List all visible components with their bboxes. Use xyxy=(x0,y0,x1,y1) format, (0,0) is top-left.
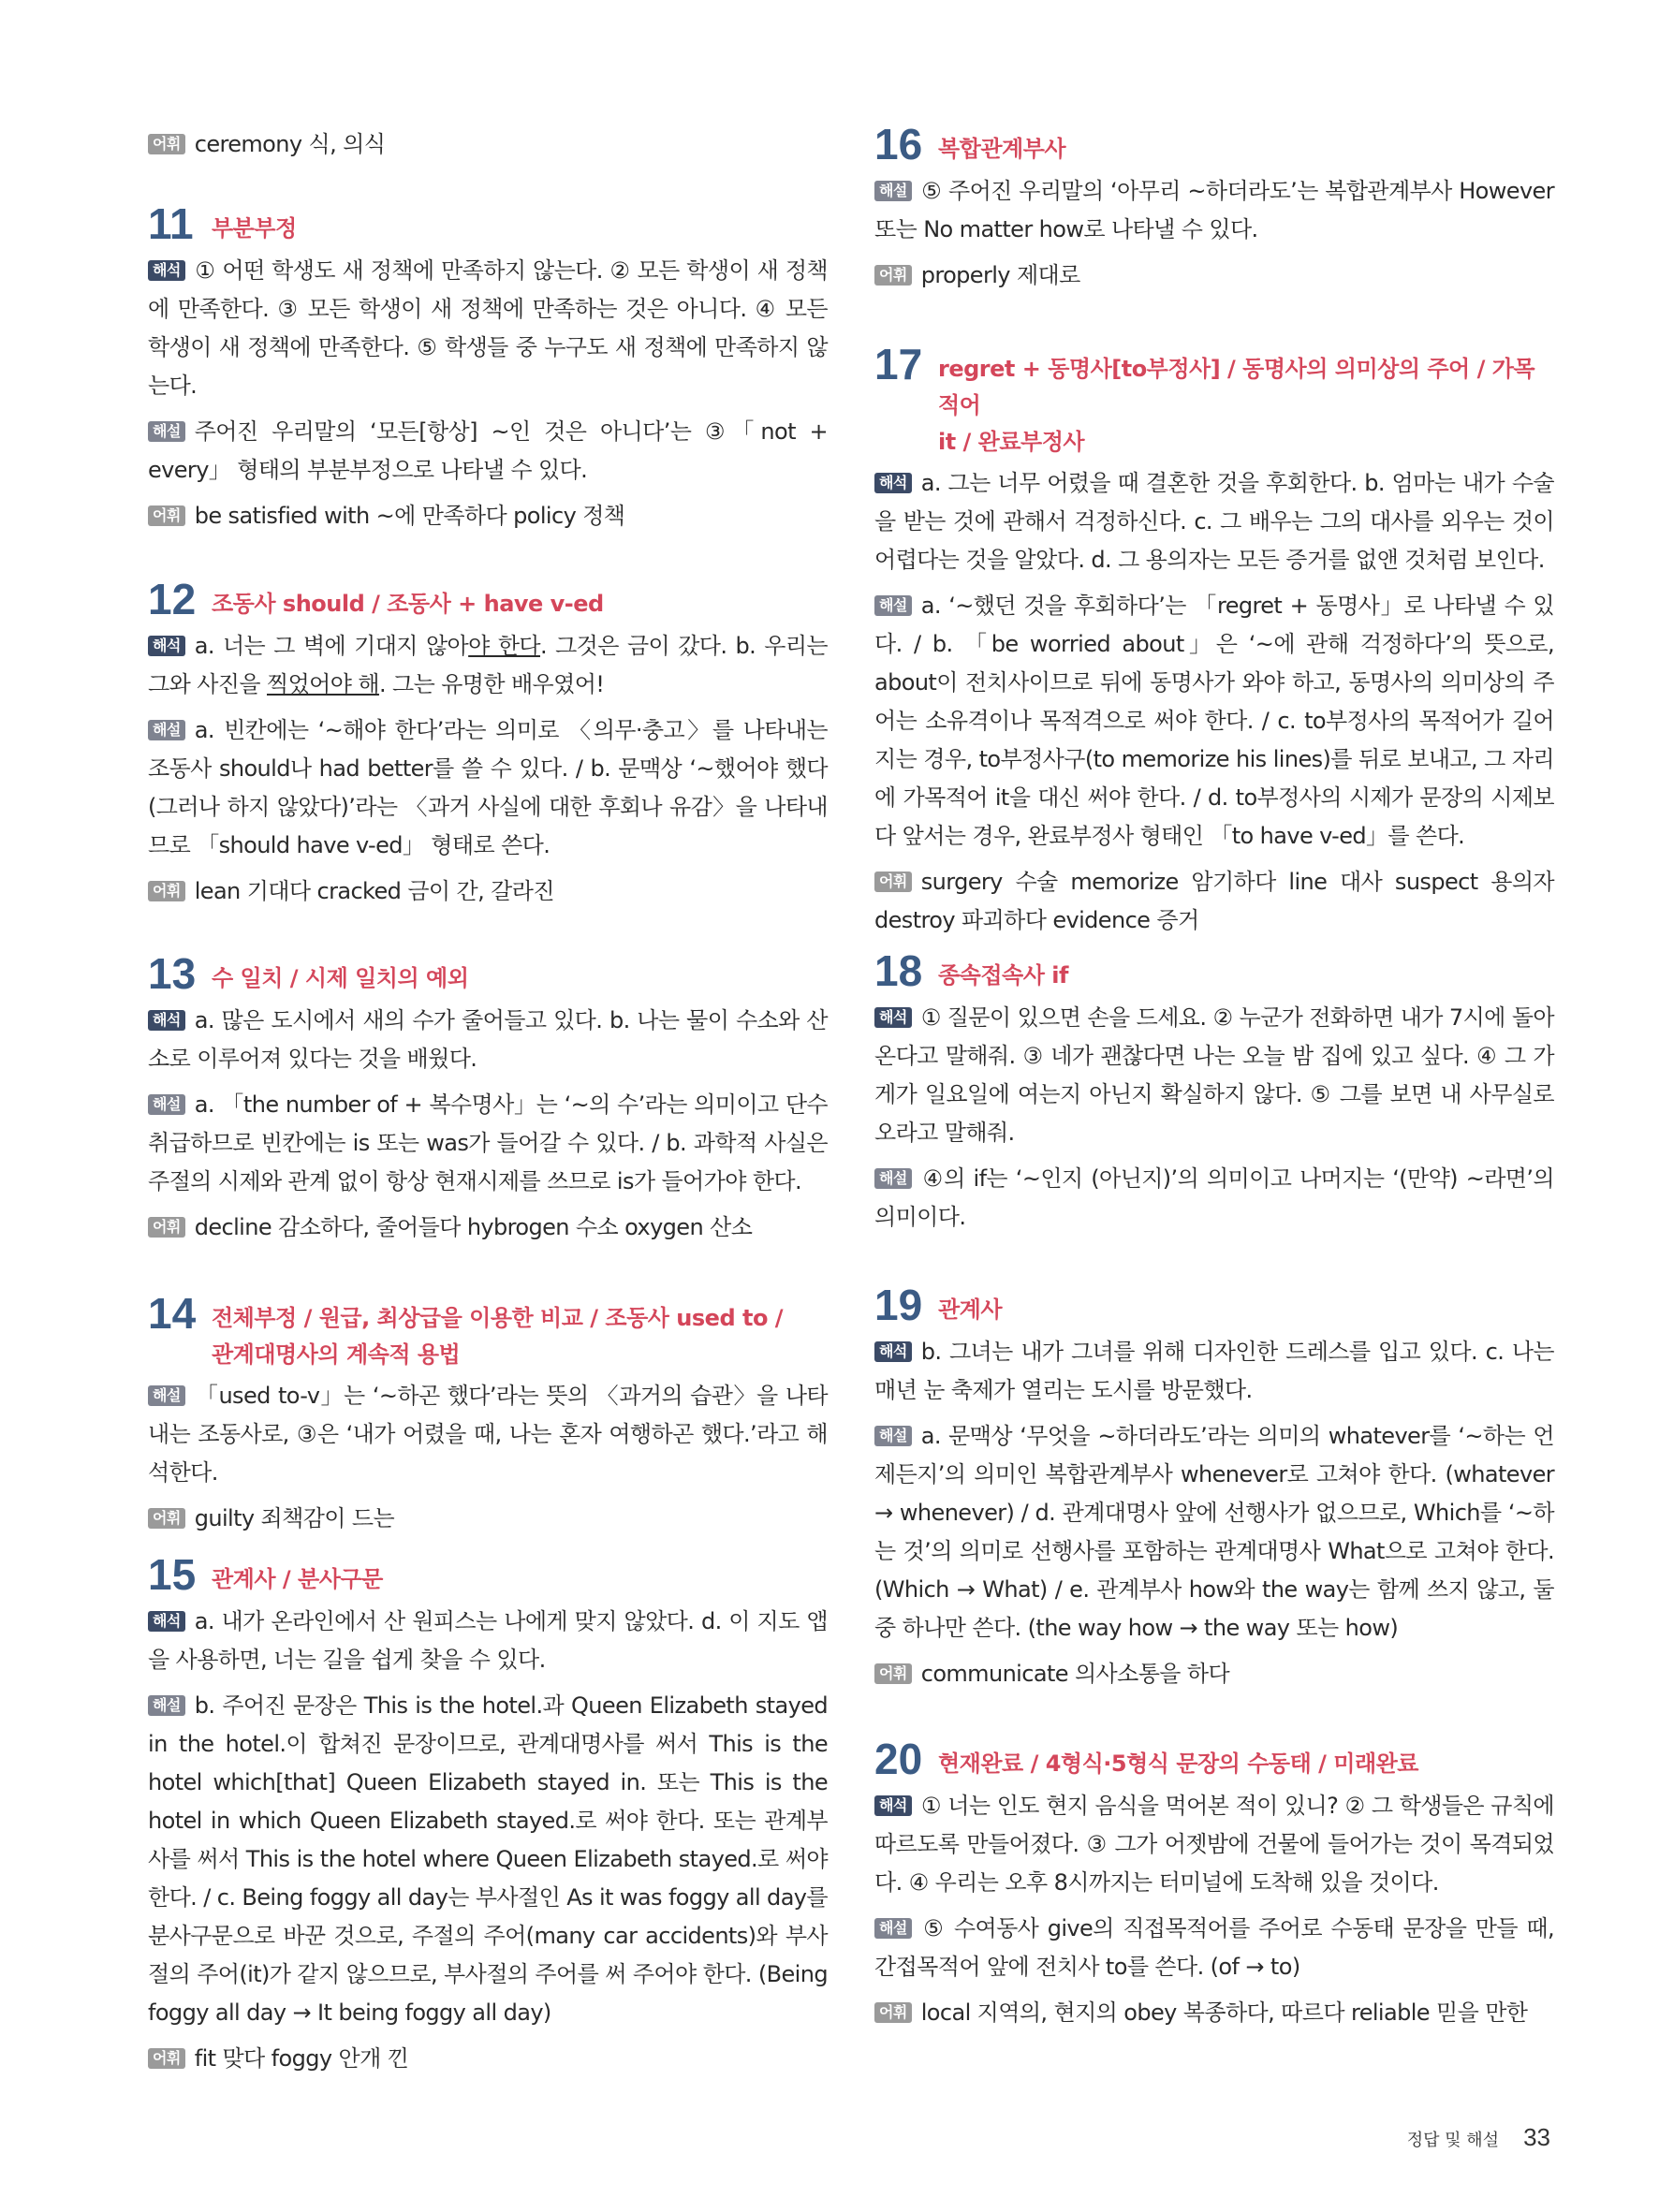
explanation: 해설 ④의 if는 ‘~인지 (아닌지)’의 의미이고 나머지는 ‘(만약) ~라면’의 의미이다. xyxy=(874,1165,1554,1230)
explanation-tag: 해설 xyxy=(874,1918,912,1939)
explanation-tag: 해설 xyxy=(148,1385,185,1406)
explanation-tag: 해설 xyxy=(148,1695,185,1716)
translation: 해석 ① 어떤 학생도 새 정책에 만족하지 않는다. ② 모든 학생이 새 정책에 만족한다. ③ 모든 학생이 새 정책에 만족하는 것은 아니다. ④ 모든 학생이 새 정책에 만족한다. ⑤ 학생들 중 누구도 새 정책에 만족하지 않는다. xyxy=(148,257,828,399)
section-number: 16 xyxy=(874,120,923,168)
section-title: 전체부정 / 원급, 최상급을 이용한 비교 / 조동사 used to / 관계대명사의 계속적 용법 xyxy=(212,1305,784,1368)
section-title: 부분부정 xyxy=(212,215,297,242)
translation-tag: 해석 xyxy=(874,473,912,493)
section-title: 조동사 should / 조동사 + have v-ed xyxy=(212,591,604,617)
page-footer xyxy=(1407,2123,1550,2152)
vocab-top xyxy=(148,125,385,164)
vocabulary: 어휘 decline 감소하다, 줄어들다 hybrogen 수소 oxygen 산소 xyxy=(148,1209,828,1247)
translation-tag: 해석 xyxy=(874,1795,912,1816)
translation: 해석 a. 너는 그 벽에 기대지 않아야 한다. 그것은 금이 갔다. b. 우리는 그와 사진을 찍었어야 해. 그는 유명한 배우였어! xyxy=(148,633,828,697)
explanation: 해설 a. ‘~했던 것을 후회하다’는 「regret + 동명사」로 나타낼 수 있다. / b. 「be worried about」은 ‘~에 관해 걱정하다’의 뜻으로, about이 전치사이므로 뒤에 동명사가 와야 하고, 동명사의 의미상의 주어는 소유격이나 목적격으로 써야 한다. / c. to부정사의 목적어가 길어지는 경우, to부정사구(to memorize his lines)를 뒤로 보내고, 그 자리에 가목적어 it을 대신 써야 한다. / d. to부정사의 시제가 문장의 시제보다 앞서는 경우, 완료부정사 형태인 「to have v-ed」를 쓴다. xyxy=(874,593,1554,849)
vocab-tag: 어휘 xyxy=(148,134,185,154)
section-number: 19 xyxy=(874,1281,923,1329)
section-title: 종속접속사 if xyxy=(938,962,1068,989)
explanation-tag: 해설 xyxy=(874,1168,912,1189)
footer-label: 정답 및 해설 xyxy=(1406,2131,1500,2150)
vocabulary: 어휘 properly 제대로 xyxy=(874,256,1554,295)
vocab-tag: 어휘 xyxy=(874,265,912,286)
translation: 해석 a. 내가 온라인에서 산 원피스는 나에게 맞지 않았다. d. 이 지도 앱을 사용하면, 너는 길을 쉽게 찾을 수 있다. xyxy=(148,1608,828,1673)
section-title: 관계사 / 분사구문 xyxy=(212,1566,383,1592)
section-19 xyxy=(874,1281,1554,1693)
explanation: 해설 a. 「the number of + 복수명사」는 ‘~의 수’라는 의미이고 단수 취급하므로 빈칸에는 is 또는 was가 들어갈 수 있다. / b. 과학적 사실은 주절의 시제와 관계 없이 항상 현재시제를 쓰므로 is가 들어가야 한다. xyxy=(148,1091,828,1194)
vocab-text: ceremony 식, 의식 xyxy=(194,131,386,157)
vocab-tag: 어휘 xyxy=(148,881,185,901)
explanation-tag: 해설 xyxy=(874,1426,912,1446)
vocabulary: 어휘 lean 기대다 cracked 금이 간, 갈라진 xyxy=(148,872,828,911)
section-title: 복합관계부사 xyxy=(938,136,1066,162)
vocab-tag: 어휘 xyxy=(148,1217,185,1238)
section-title: regret + 동명사[to부정사] / 동명사의 의미상의 주어 / 가목적어 it / 완료부정사 xyxy=(938,356,1535,455)
vocabulary: 어휘 local 지역의, 현지의 obey 복종하다, 따르다 reliable 믿을 만한 xyxy=(874,1994,1554,2032)
translation: 해석 a. 많은 도시에서 새의 수가 줄어들고 있다. b. 나는 물이 수소와 산소로 이루어져 있다는 것을 배웠다. xyxy=(148,1007,828,1072)
section-12 xyxy=(148,575,828,911)
explanation: 해설 b. 주어진 문장은 This is the hotel.과 Queen Elizabeth stayed in the hotel.이 합쳐진 문장이므로, 관계대명사를 써서 This is the hotel which[that] Queen Elizabeth stayed in. 또는 This is the hotel in which Queen Elizabeth stayed.로 써야 한다. 또는 관계부사를 써서 This is the hotel where Queen Elizabeth stayed.로 써야 한다. / c. Being foggy all day는 부사절인 As it was foggy all day를 분사구문으로 바꾼 것으로, 주절의 주어(many car accidents)와 부사절의 주어(it)가 같지 않으므로, 부사절의 주어를 써 주어야 한다. (Being foggy all day → It being foggy all day) xyxy=(148,1692,828,2026)
section-14 xyxy=(148,1289,828,1538)
section-13 xyxy=(148,949,828,1247)
vocab-tag: 어휘 xyxy=(148,1508,185,1529)
section-number: 15 xyxy=(148,1550,197,1599)
vocabulary: 어휘 guilty 죄책감이 드는 xyxy=(148,1500,828,1538)
section-11 xyxy=(148,199,828,535)
translation: 해석 a. 그는 너무 어렸을 때 결혼한 것을 후회한다. b. 엄마는 내가 수술을 받는 것에 관해서 걱정하신다. c. 그 배우는 그의 대사를 외우는 것이 어렵다는 것을 알았다. d. 그 용의자는 모든 증거를 없앤 것처럼 보인다. xyxy=(874,470,1554,573)
vocab-tag: 어휘 xyxy=(874,2002,912,2023)
explanation: 해설 「used to-v」는 ‘~하곤 했다’라는 뜻의 〈과거의 습관〉을 나타내는 조동사로, ③은 ‘내가 어렸을 때, 나는 혼자 여행하곤 했다.’라고 해석한다. xyxy=(148,1383,828,1486)
translation: 해석 b. 그녀는 내가 그녀를 위해 디자인한 드레스를 입고 있다. c. 나는 매년 눈 축제가 열리는 도시를 방문했다. xyxy=(874,1339,1554,1403)
translation: 해석 ① 질문이 있으면 손을 드세요. ② 누군가 전화하면 내가 7시에 돌아온다고 말해줘. ③ 네가 괜찮다면 나는 오늘 밤 집에 있고 싶다. ④ 그 가게가 일요일에 여는지 아닌지 확실하지 않다. ⑤ 그를 보면 내 사무실로 오라고 말해줘. xyxy=(874,1004,1554,1146)
section-17 xyxy=(874,340,1554,940)
section-number: 20 xyxy=(874,1735,923,1783)
vocab-tag: 어휘 xyxy=(148,2048,185,2069)
page-number: 33 xyxy=(1523,2123,1550,2151)
explanation-tag: 해설 xyxy=(874,595,912,616)
translation-tag: 해석 xyxy=(148,636,185,656)
explanation: 해설 주어진 우리말의 ‘모든[항상] ~인 것은 아니다’는 ③「not + every」 형태의 부분부정으로 나타낼 수 있다. xyxy=(148,418,828,483)
vocab-tag: 어휘 xyxy=(874,1663,912,1684)
explanation-tag: 해설 xyxy=(148,421,185,442)
vocabulary: 어휘 fit 맞다 foggy 안개 낀 xyxy=(148,2040,828,2078)
explanation: 해설 ⑤ 주어진 우리말의 ‘아무리 ~하더라도’는 복합관계부사 However 또는 No matter how로 나타낼 수 있다. xyxy=(874,178,1554,242)
explanation: 해설 a. 문맥상 ‘무엇을 ~하더라도’라는 의미의 whatever를 ‘~하는 언제든지’의 의미인 복합관계부사 whenever로 고쳐야 한다. (whatever → whenever) / d. 관계대명사 앞에 선행사가 없으므로, Which를 ‘~하는 것’의 의미로 선행사를 포함하는 관계대명사 What으로 고쳐야 한다. (Which → What) / e. 관계부사 how와 the way는 함께 쓰지 않고, 둘 중 하나만 쓴다. (the way how → the way 또는 how) xyxy=(874,1423,1554,1641)
section-20 xyxy=(874,1735,1554,2032)
vocabulary: 어휘 surgery 수술 memorize 암기하다 line 대사 suspect 용의자 destroy 파괴하다 evidence 증거 xyxy=(874,869,1554,933)
section-18 xyxy=(874,946,1554,1237)
translation-tag: 해석 xyxy=(148,1010,185,1031)
vocabulary: 어휘 communicate 의사소통을 하다 xyxy=(874,1655,1554,1693)
section-number: 13 xyxy=(148,949,197,998)
section-number: 17 xyxy=(874,340,923,388)
translation-tag: 해석 xyxy=(874,1341,912,1362)
section-number: 11 xyxy=(148,199,194,248)
section-number: 14 xyxy=(148,1289,197,1338)
explanation-tag: 해설 xyxy=(148,720,185,740)
explanation: 해설 ⑤ 수여동사 give의 직접목적어를 주어로 수동태 문장을 만들 때, 간접목적어 앞에 전치사 to를 쓴다. (of → to) xyxy=(874,1915,1554,1980)
section-number: 12 xyxy=(148,575,197,623)
explanation: 해설 a. 빈칸에는 ‘~해야 한다’라는 의미로 〈의무·충고〉를 나타내는 조동사 should나 had better를 쓸 수 있다. / b. 문맥상 ‘~했어야 했다(그러나 하지 않았다)’라는 〈과거 사실에 대한 후회나 유감〉을 나타내므로 「should have v-ed」 형태로 쓴다. xyxy=(148,717,828,858)
translation: 해석 ① 너는 인도 현지 음식을 먹어본 적이 있니? ② 그 학생들은 규칙에 따르도록 만들어졌다. ③ 그가 어젯밤에 건물에 들어가는 것이 목격되었다. ④ 우리는 오후 8시까지는 터미널에 도착해 있을 것이다. xyxy=(874,1793,1554,1896)
vocab-tag: 어휘 xyxy=(874,872,912,892)
explanation-tag: 해설 xyxy=(874,181,912,201)
translation-tag: 해석 xyxy=(148,260,185,281)
vocab-tag: 어휘 xyxy=(148,505,185,526)
section-title: 관계사 xyxy=(938,1296,1003,1323)
section-number: 18 xyxy=(874,946,923,995)
translation-tag: 해석 xyxy=(148,1611,185,1632)
section-title: 수 일치 / 시제 일치의 예외 xyxy=(212,965,469,991)
explanation-tag: 해설 xyxy=(148,1094,185,1115)
section-15 xyxy=(148,1550,828,2078)
translation-tag: 해석 xyxy=(874,1007,912,1028)
section-16 xyxy=(874,120,1554,295)
section-title: 현재완료 / 4형식·5형식 문장의 수동태 / 미래완료 xyxy=(938,1751,1418,1777)
vocabulary: 어휘 be satisfied with ~에 만족하다 policy 정책 xyxy=(148,497,828,535)
